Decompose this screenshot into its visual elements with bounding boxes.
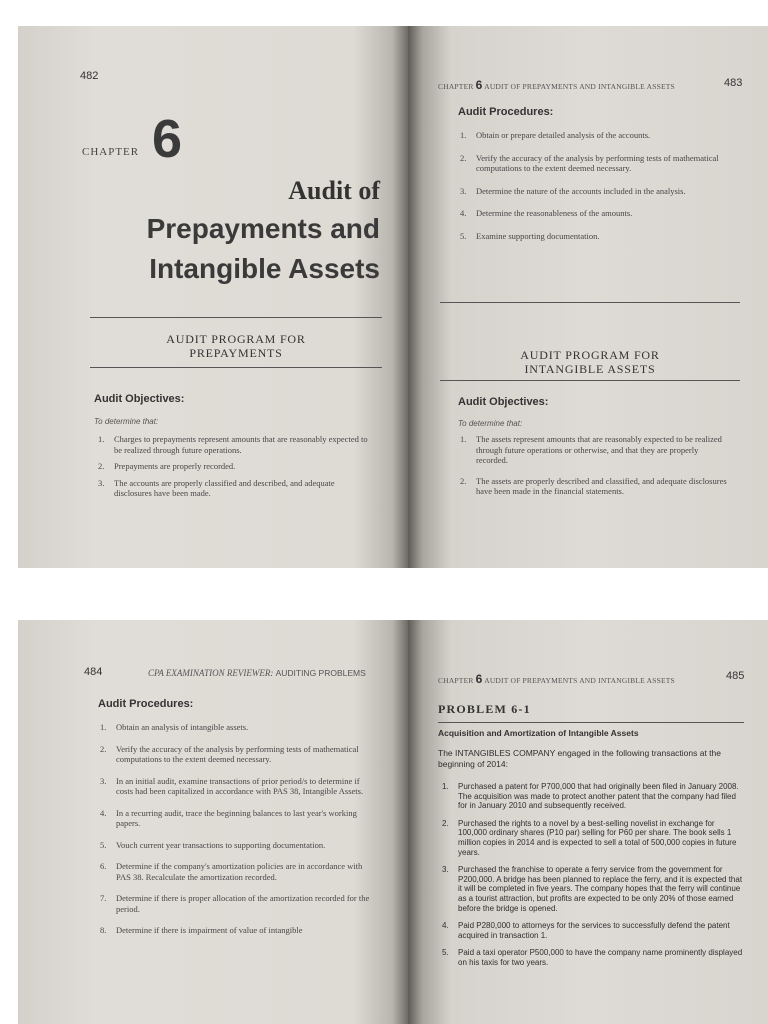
item-number: 3.	[98, 477, 105, 488]
item-text: Determine the reasonableness of the amounts.	[476, 208, 633, 218]
objectives-heading: Audit Objectives:	[94, 393, 185, 405]
running-head	[438, 672, 675, 686]
audit-program-heading	[440, 348, 740, 376]
list-item	[456, 153, 728, 174]
item-number: 3.	[100, 775, 107, 786]
chapter-title-line-2: Prepayments and	[146, 213, 380, 244]
running-head-chapter: CHAPTER	[438, 82, 474, 91]
objectives-intro: To determine that:	[94, 417, 159, 426]
problem-intro: The INTANGIBLES COMPANY engaged in the following transactions at the beginning of 2014:	[438, 748, 722, 769]
page-482	[18, 26, 408, 568]
list-item	[96, 861, 378, 882]
item-text: Paid P280,000 to attorneys for the services to successfully defend the patent acquired in transaction 1.	[458, 921, 730, 940]
item-text: Determine if there is impairment of value of intangible	[116, 925, 303, 935]
procedures-list	[456, 130, 728, 253]
item-number: 2.	[460, 152, 467, 163]
list-item	[438, 921, 744, 940]
item-text: Obtain an analysis of intangible assets.	[116, 722, 249, 732]
item-number: 4.	[100, 807, 107, 818]
list-item	[96, 808, 378, 829]
item-text: Charges to prepayments represent amounts that are reasonably expected to be realized through future operations.	[114, 434, 368, 455]
section-rule	[440, 380, 740, 381]
page-number: 482	[80, 70, 99, 82]
item-number: 2.	[460, 475, 467, 486]
item-number: 4.	[442, 921, 449, 931]
section-rule	[438, 722, 744, 723]
item-text: Purchased the rights to a novel by a best-selling novelist in exchange for 100,000 ordinary shares (P10 par) selling for P60 per share. The book sells 1 million copies in 2014 and is expected to sell a total of 500,000 copies in future years.	[458, 818, 737, 857]
page-483	[408, 26, 768, 568]
list-item	[96, 840, 378, 851]
objectives-heading: Audit Objectives:	[458, 396, 549, 408]
item-number: 3.	[460, 185, 467, 196]
problem-label: PROBLEM 6-1	[438, 702, 531, 716]
section-rule	[90, 317, 382, 318]
chapter-label: CHAPTER	[82, 146, 140, 158]
item-text: Paid a taxi operator P500,000 to have the company name prominently displayed on his taxis for two years.	[458, 948, 743, 967]
item-text: In an initial audit, examine transactions of prior period/s to determine if costs had been capitalized in accordance with PAS 38, Intangible Assets.	[116, 775, 364, 796]
list-item	[96, 925, 378, 936]
program-line-1: AUDIT PROGRAM FOR	[166, 332, 306, 346]
list-item	[96, 776, 378, 797]
item-number: 4.	[460, 208, 467, 218]
item-text: Examine supporting documentation.	[476, 230, 600, 241]
procedures-heading: Audit Procedures:	[458, 106, 554, 118]
item-text: Verify the accuracy of the analysis by performing tests of mathematical computations to the extent deemed necessary.	[476, 152, 719, 173]
item-text: In a recurring audit, trace the beginning balances to last year's working papers.	[116, 807, 357, 828]
running-head-number: 6	[475, 78, 483, 92]
item-number: 1.	[460, 434, 467, 444]
program-line-1: AUDIT PROGRAM FOR	[520, 348, 660, 362]
page-484	[18, 620, 408, 1024]
item-number: 8.	[100, 925, 107, 935]
program-line-2: PREPAYMENTS	[189, 346, 283, 360]
item-number: 7.	[100, 893, 107, 903]
list-item	[438, 865, 744, 913]
bottom-book-spread	[18, 620, 768, 1024]
chapter-title-line-3: Intangible Assets	[149, 253, 380, 284]
chapter-number: 6	[152, 109, 183, 169]
program-line-2: INTANGIBLE ASSETS	[524, 362, 656, 376]
list-item	[96, 722, 378, 733]
item-text: Purchased the franchise to operate a ferry service from the government for P200,000. A bridge has been planned to replace the ferry, and it is expected that it will be completed in five years. The company hopes that the ferry will continue as a tourist attraction, but profits are expected to be only 20% of those earned before the bridge is opened.	[458, 865, 743, 913]
item-text: Vouch current year transactions to supporting documentation.	[116, 839, 326, 850]
item-number: 1.	[100, 722, 107, 732]
list-item	[96, 744, 378, 765]
list-item	[456, 231, 728, 242]
item-text: The accounts are properly classified and described, and adequate disclosures have been made.	[114, 477, 335, 498]
objectives-intro: To determine that:	[458, 419, 523, 428]
problem-items-list	[438, 782, 744, 976]
page-number: 484	[84, 666, 103, 678]
running-head-plain: AUDITING PROBLEMS	[275, 668, 366, 678]
item-number: 5.	[460, 230, 467, 241]
list-item	[94, 434, 372, 455]
page-number: 483	[724, 77, 743, 89]
item-text: Prepayments are properly recorded.	[114, 461, 236, 471]
running-head-title: AUDIT OF PREPAYMENTS AND INTANGIBLE ASSETS	[484, 676, 675, 685]
list-item	[456, 208, 728, 219]
item-number: 6.	[100, 861, 107, 871]
list-item	[438, 819, 744, 857]
list-item	[438, 948, 744, 967]
item-text: Determine if there is proper allocation of the amortization recorded for the period.	[116, 893, 370, 914]
procedures-heading: Audit Procedures:	[98, 698, 194, 710]
running-head-chapter: CHAPTER	[438, 676, 474, 685]
item-number: 1.	[442, 782, 449, 791]
item-number: 5.	[442, 948, 449, 958]
list-item	[94, 478, 372, 499]
objectives-list	[456, 434, 728, 507]
running-head-title: AUDIT OF PREPAYMENTS AND INTANGIBLE ASSETS	[484, 82, 675, 91]
list-item	[456, 476, 728, 497]
section-rule	[440, 302, 740, 303]
list-item	[438, 782, 744, 811]
procedures-list	[96, 722, 378, 947]
item-number: 1.	[460, 130, 467, 140]
objectives-list	[94, 434, 372, 505]
item-text: Obtain or prepare detailed analysis of the accounts.	[476, 130, 651, 140]
item-number: 2.	[98, 461, 105, 471]
section-rule	[90, 367, 382, 368]
audit-program-heading	[90, 332, 382, 360]
item-number: 1.	[98, 434, 105, 444]
page-number: 485	[726, 670, 745, 682]
item-text: The assets represent amounts that are reasonably expected to be realized through future operations or otherwise, and that they are properly recorded.	[476, 434, 722, 465]
list-item	[96, 893, 378, 914]
item-text: Determine if the company's amortization policies are in accordance with PAS 38. Recalculate the amortization recorded.	[116, 861, 363, 882]
item-text: Verify the accuracy of the analysis by performing tests of mathematical computations to the extent deemed necessary.	[116, 743, 359, 764]
item-number: 3.	[442, 865, 449, 875]
running-head	[438, 78, 675, 92]
item-number: 2.	[100, 743, 107, 754]
top-book-spread	[18, 26, 768, 568]
list-item	[456, 130, 728, 141]
problem-title: Acquisition and Amortization of Intangible Assets	[438, 728, 639, 738]
running-head-number: 6	[475, 672, 483, 686]
page-485	[408, 620, 768, 1024]
item-text: Determine the nature of the accounts included in the analysis.	[476, 185, 686, 196]
item-number: 5.	[100, 839, 107, 850]
list-item	[456, 186, 728, 197]
list-item	[456, 434, 728, 466]
list-item	[94, 461, 372, 472]
item-text: Purchased a patent for P700,000 that had originally been filed in January 2008. The acquisition was made to protect another patent that the company had filed for in January 2010 and subsequently received.	[458, 782, 739, 811]
item-number: 2.	[442, 818, 449, 828]
chapter-title-line-1: Audit of	[288, 176, 380, 205]
running-head-italic: CPA EXAMINATION REVIEWER:	[148, 668, 274, 678]
item-text: The assets are properly described and classified, and adequate disclosures have been made in the financial statements.	[476, 475, 727, 496]
running-head	[148, 668, 366, 678]
